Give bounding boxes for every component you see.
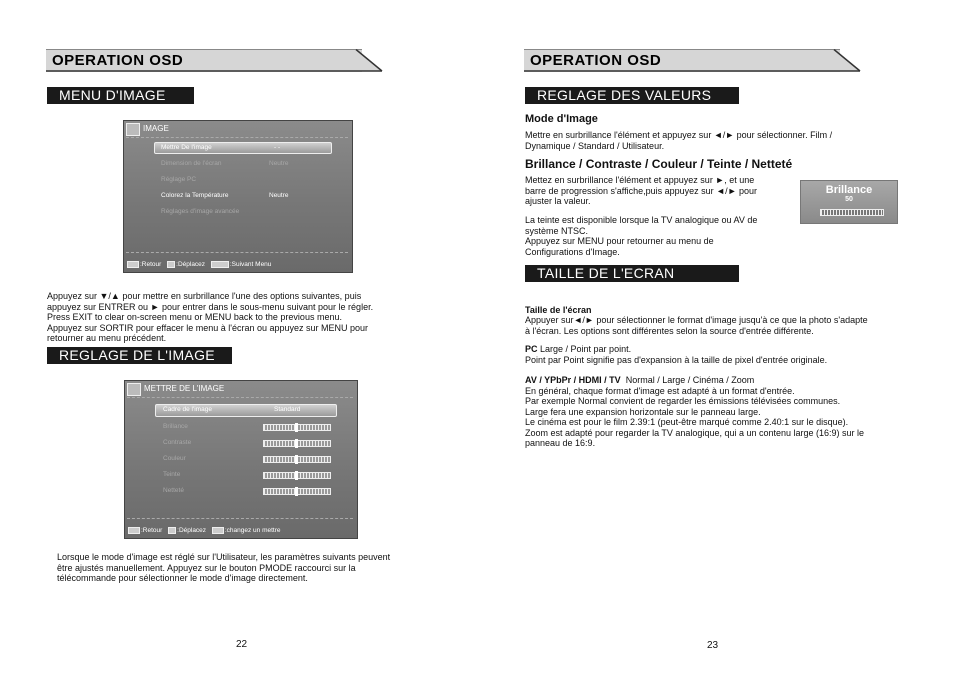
osd1-title: IMAGE — [143, 124, 169, 133]
section-taille-ecran: TAILLE DE L'ECRAN — [525, 265, 739, 282]
teinte-slider[interactable] — [263, 472, 331, 479]
osd1-item-1-label[interactable]: Dimension de l'écran — [161, 160, 222, 167]
osd-mettre-image — [124, 380, 358, 539]
brillance-value: 50 — [845, 196, 853, 203]
bcct-title: Brillance / Contraste / Couleur / Teinte / Netteté — [525, 157, 793, 171]
osd1-item-0-label: Mettre De l'image — [161, 144, 212, 151]
slider-knob — [295, 455, 298, 464]
slider-knob — [295, 487, 298, 496]
left-right-key-icon — [212, 527, 224, 534]
section-reglage-image: REGLAGE DE L'IMAGE — [47, 347, 232, 364]
osd1-item-3-label[interactable]: Colorez la Température — [161, 192, 229, 199]
osd2-item-contraste[interactable]: Contraste — [163, 439, 192, 446]
enter-key-icon — [211, 261, 229, 268]
dpad-icon — [167, 261, 175, 268]
left-header-title: OPERATION OSD — [52, 52, 184, 69]
nettete-slider[interactable] — [263, 488, 331, 495]
brillance-slider[interactable] — [263, 424, 331, 431]
right-header-title: OPERATION OSD — [530, 52, 662, 69]
contraste-slider[interactable] — [263, 440, 331, 447]
osd2-item-brillance[interactable]: Brillance — [163, 423, 188, 430]
taille-text: Appuyer sur◄/► pour sélectionner le format d'image jusqu'à ce que la photo s'adapte à l'écran. Les options sont différentes selon la source d'entrée différente. — [525, 315, 868, 336]
osd2-footer: :Retour :Déplacez :changez un mettre — [128, 527, 281, 534]
section-reglage-valeurs: REGLAGE DES VALEURS — [525, 87, 739, 104]
osd2-item-0-value: Standard — [274, 406, 301, 413]
dpad-icon — [168, 527, 176, 534]
osd2-title: METTRE DE L'IMAGE — [144, 384, 225, 393]
mode-image-text: Mettre en surbrillance l'élément et appuyez sur ◄/► pour sélectionner. Film / Dynamique / Standard / Utilisateur. — [525, 130, 833, 151]
left-paragraph-1: Appuyez sur ▼/▲ pour mettre en surbrillance l'une des options suivantes, puis appuyez sur ENTRER ou ► pour entrer dans le sous-menu suivant pour le régler. Press EXIT to clear on-screen menu or MENU back to the previous menu. Appuyez sur SORTIR pour effacer le menu à l'écran ou appuyez sur MENU pour retourner au menu précédent. — [47, 291, 374, 343]
menu-key-icon — [128, 527, 140, 534]
slider-knob — [295, 423, 298, 432]
osd2-item-nettete[interactable]: Netteté — [163, 487, 184, 494]
osd1-item-1-value: Neutre — [269, 160, 289, 167]
taille-title: Taille de l'écran — [525, 305, 592, 315]
pc-text: PC Large / Point par point. Point par Point signifie pas d'expansion à la taille de pixel d'entrée originale. — [525, 344, 828, 365]
slider-knob — [295, 439, 298, 448]
image-menu-icon — [126, 123, 140, 136]
brillance-bar-preview — [800, 180, 898, 224]
osd-image-menu — [123, 120, 353, 273]
brillance-label: Brillance — [825, 184, 873, 196]
couleur-slider[interactable] — [263, 456, 331, 463]
left-paragraph-2: Lorsque le mode d'image est réglé sur l'Utilisateur, les paramètres suivants peuvent être ajustés manuellement. Appuyez sur le bouton PMODE raccourci sur la télécommande pour sélectionner le mode d'image directement. — [57, 552, 391, 583]
page-number-left: 22 — [236, 639, 248, 650]
osd2-item-couleur[interactable]: Couleur — [163, 455, 186, 462]
av-text: AV / YPbPr / HDMI / TV Normal / Large / Cinéma / Zoom En général, chaque format d'image est adapté à un format d'entrée. Par exemple Normal convient de regarder les émissions télévisées communes. Large fera une expansion horizontale sur le panneau large. Le cinéma est pour le film 2.39:1 (peut-être marqué comme 2.40:1 sur le disque). Zoom est adapté pour regarder la TV analogique, qui a un contenu large (16:9) sur le panneau de 16:9. — [525, 375, 865, 448]
osd1-item-2-label[interactable]: Réglage PC — [161, 176, 197, 183]
osd1-footer: :Retour :Déplacez :Suivant Menu — [127, 261, 271, 268]
osd1-item-0-value: - - — [274, 144, 281, 151]
osd1-item-3-value: Neutre — [269, 192, 289, 199]
bcct-text: Mettez en surbrillance l'élément et appuyez sur ►, et une barre de progression s'affiche,puis appuyez sur ◄/► pour ajuster la valeur. — [525, 175, 757, 206]
slider-knob — [295, 471, 298, 480]
mode-image-title: Mode d'Image — [525, 113, 598, 125]
section-menu-image: MENU D'IMAGE — [47, 87, 194, 104]
osd2-item-teinte[interactable]: Teinte — [163, 471, 181, 478]
image-menu-icon — [127, 383, 141, 396]
tint-text: La teinte est disponible lorsque la TV analogique ou AV de système NTSC. Appuyez sur MENU pour retourner au menu de Configurations d'Image. — [525, 215, 758, 257]
osd2-item-0-label: Cadre de l'image — [163, 406, 212, 413]
osd1-item-4-label[interactable]: Réglages d'image avancée — [161, 208, 240, 215]
page-number-right: 23 — [707, 640, 719, 651]
menu-key-icon — [127, 261, 139, 268]
right-page-header — [524, 49, 864, 71]
brillance-progress — [820, 209, 884, 216]
left-page-header — [46, 49, 386, 71]
